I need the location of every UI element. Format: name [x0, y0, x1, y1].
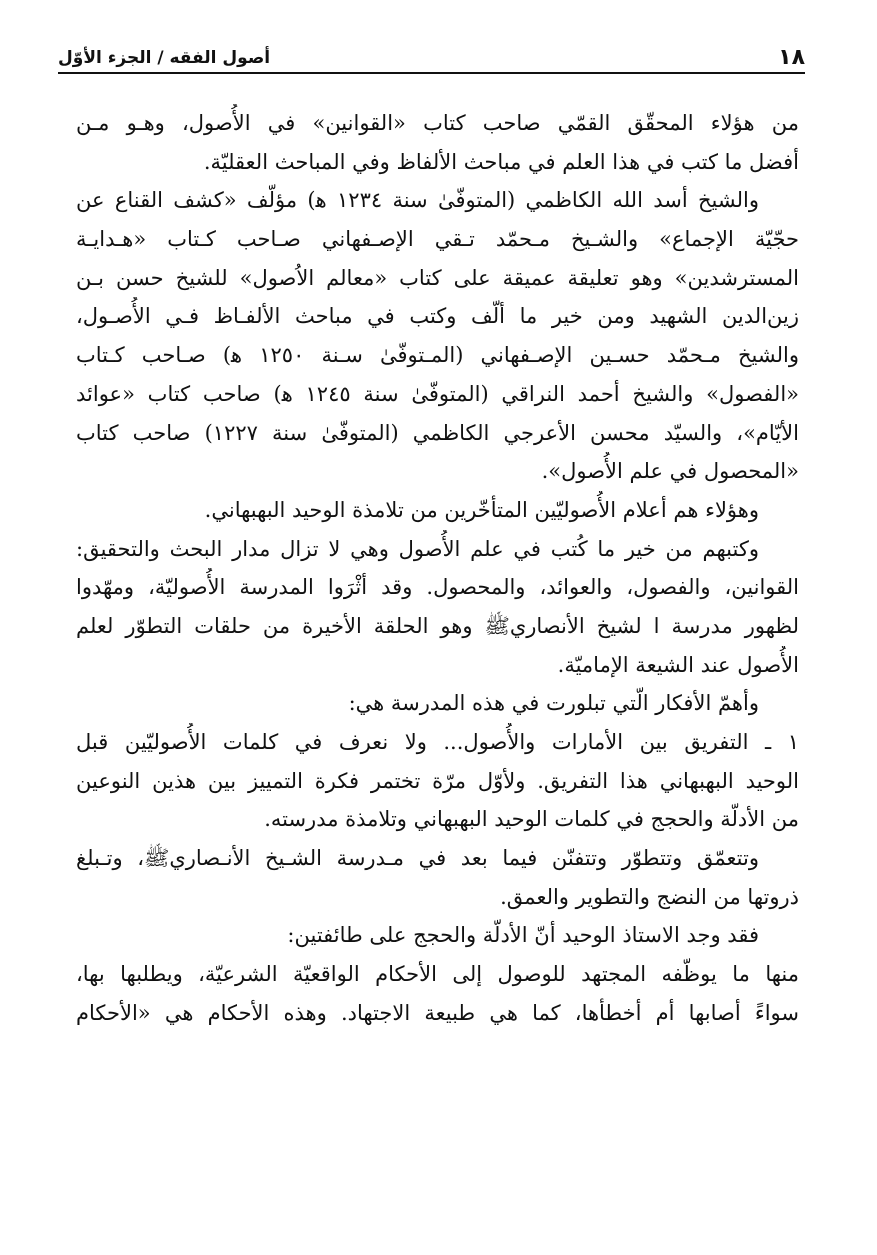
text-line: من هؤلاء المحقّق القمّي صاحب كتاب «القوانين» في الأُصول، وهـو مـن [76, 111, 799, 135]
text-line: منها ما يوظّفه المجتهد للوصول إلى الأحكام الواقعيّة الشرعيّة، ويطلبها بها، [76, 962, 799, 987]
running-title: أصول الفقه / الجزء الأوّل [58, 48, 271, 68]
text-line: وهؤلاء هم أعلام الأُصوليّين المتأخّرين من تلامذة الوحيد البهبهاني. [204, 497, 759, 522]
page-number: ١٨ [778, 45, 805, 70]
text-line: وأهمّ الأفكار الّتي تبلورت في هذه المدرسة هي: [348, 691, 759, 716]
text-line: الأُصول عند الشيعة الإماميّة. [557, 652, 799, 677]
text-line: زين‌الدين الشهيد ومن خير ما ألّف وكتب في مباحث الألفـاظ فـي الأُصـول، [76, 304, 799, 329]
text-line: المسترشدين» وهو تعليقة عميقة على كتاب «معالم الاُصول» للشيخ حسن بـن [76, 265, 799, 290]
text-line: الوحيد البهبهاني هذا التفريق. ولأوّل مرّة تختمر فكرة التمييز بين هذين النوعين [76, 768, 799, 793]
page-header [58, 38, 805, 74]
text-line: لظهور مدرسة ا لشيخ الأنصاريﷺ وهو الحلقة الأخيرة من حلقات التطوّر لعلم [76, 613, 799, 638]
text-line: ١ ـ التفريق بين الأمارات والأُصول... ولا نعرف في كلمات الأُصوليّين قبل [76, 730, 799, 754]
text-line: «الفصول» والشيخ أحمد النراقي (المتوفّىٰ سنة ١٢٤٥ ﻫ) صاحب كتاب «عوائد [76, 381, 799, 406]
text-line: والشيخ أسد الله الكاظمي (المتوفّىٰ سنة ١٢٣٤ ﻫ) مؤلّف «كشف القناع عن [76, 188, 759, 213]
body-text [76, 104, 799, 1033]
text-line: وتتعمّق وتتطوّر وتتفنّن فيما بعد في مـدرسة الشـيخ الأنـصاريﷺ، وتـبلغ [76, 846, 759, 871]
text-line: فقد وجد الاستاذ الوحيد أنّ الأدلّة والحجج على طائفتين: [287, 923, 759, 948]
text-line: الأيّام»، والسيّد محسن الأعرجي الكاظمي (المتوفّىٰ سنة ١٢٢٧) صاحب كتاب [76, 420, 799, 445]
text-line: سواءً أصابها أم أخطأها، كما هي طبيعة الاجتهاد. وهذه الأحكام هي «الأحكام [76, 1000, 799, 1025]
text-line: القوانين، والفصول، والعوائد، والمحصول. وقد أثْرَوا المدرسة الأُصوليّة، ومهّدوا [76, 575, 799, 600]
text-line: أفضل ما كتب في هذا العلم في مباحث الألفاظ وفي المباحث العقليّة. [203, 149, 799, 174]
text-line: والشيخ مـحمّد حسـين الإصـفهاني (المـتوفّىٰ سـنة ١٢٥٠ ﻫ) صـاحب كـتاب [76, 343, 799, 368]
text-line: حجّيّة الإجماع» والشـيخ مـحمّد تـقي الإصـفهاني صـاحب كـتاب «هـدايـة [76, 227, 799, 252]
text-line: من الأدلّة والحجج في كلمات الوحيد البهبهاني وتلامذة مدرسته. [264, 807, 799, 832]
text-line: وكتبهم من خير ما كُتب في علم الأُصول وهي لا تزال مدار البحث والتحقيق: [76, 536, 759, 561]
text-line: ذروتها من النضج والتطوير والعمق. [500, 884, 799, 909]
text-line: «المحصول في علم الأُصول». [541, 459, 799, 484]
